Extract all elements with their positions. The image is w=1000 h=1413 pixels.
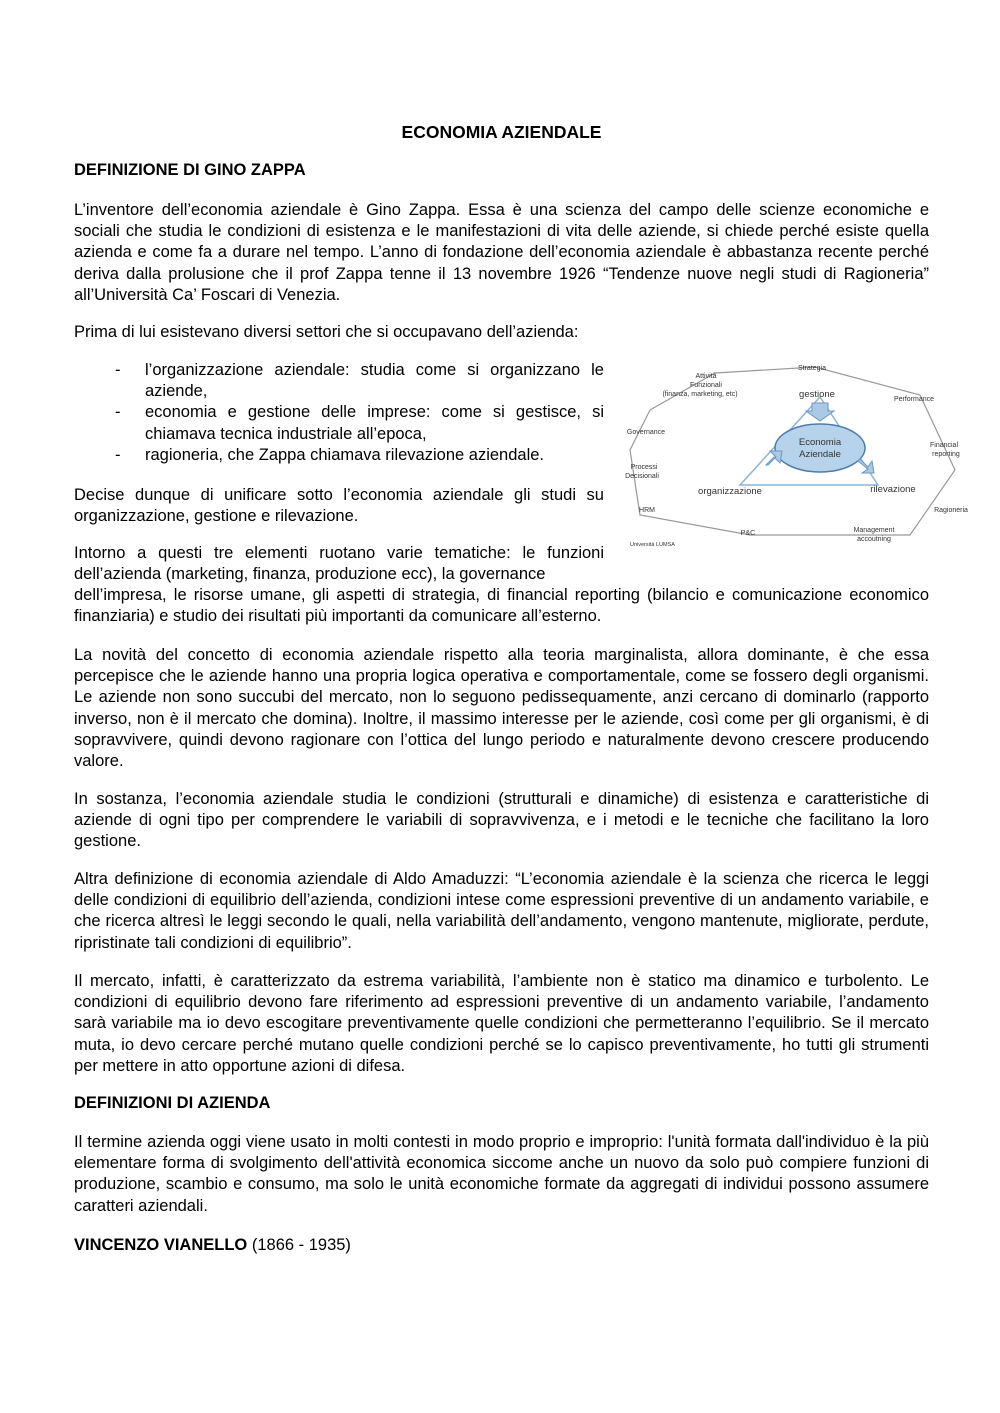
- list-item: - economia e gestione delle imprese: come si gestisce, si chiamava tecnica industriale all’epoca,: [115, 403, 604, 443]
- list-item: - l’organizzazione aziendale: studia come si organizzano le aziende,: [115, 361, 604, 401]
- paragraph-decise: Decise dunque di unificare sotto l’economia aziendale gli studi su organizzazione, gestione e rilevazione.: [74, 486, 604, 526]
- arrow-rilevazione: [858, 459, 874, 473]
- diagram-label-hrm: HRM: [639, 507, 655, 514]
- diagram-label-organizzazione: organizzazione: [698, 486, 762, 497]
- diagram-label-rilevazione: rilevazione: [870, 484, 916, 495]
- section-heading-vianello: VINCENZO VIANELLO (1866 - 1935): [74, 1236, 351, 1254]
- paragraph-zappa-intro: L’inventore dell’economia aziendale è Gino Zappa. Essa è una scienza del campo delle scienze economiche e sociali che studia le condizioni di esistenza e le manifestazioni di vita delle aziende, si chiede perché esiste quella azienda e come fa a durare nel tempo. L’anno di fondazione dell’economia aziendale è abbastanza recente perché deriva dalla prolusione che il prof Zappa tenne il 13 novembre 1926 “Tendenze nuove negli studi di Ragioneria” all’Università Ca’ Foscari di Venezia.: [74, 201, 929, 304]
- sectors-list: [74, 360, 604, 466]
- paragraph-intorno-part2: dell’impresa, le risorse umane, gli aspetti di strategia, di financial reporting (bilancio e comunicazione economico finanziaria) e studio dei risultati più importanti da comunicare all’esterno.: [74, 586, 929, 626]
- diagram-svg: [620, 355, 975, 550]
- paragraph-termine-azienda: Il termine azienda oggi viene usato in molti contesti in modo proprio e improprio: l'unità formata dall'individuo è la più elementare forma di svolgimento dell'attività economica siccome anche un nuovo da solo può compiere funzioni di produzione, scambio e consumo, ma solo le unità economiche formate da aggregati di individui possono assumere caratteri aziendali.: [74, 1133, 929, 1215]
- diagram-label-financial-2: reporting: [932, 451, 960, 458]
- arrow-gestione: [806, 403, 834, 421]
- diagram-label-financial-1: Financial: [929, 442, 959, 449]
- center-ellipse: [775, 424, 865, 472]
- diagram-center-line1: Economia: [798, 437, 842, 448]
- paragraph-amaduzzi: Altra definizione di economia aziendale di Aldo Amaduzzi: “L’economia aziendale è la scienza che ricerca le leggi delle condizioni di equilibrio dell’azienda, condizioni intese come espressioni preventive di un andamento variabile, e che ricerca altresì le leggi secondo le quali, nella variabilità dell’andamento, vengono mantenute, migliorate, perdute, ripristinate tali condizioni di equilibrio”.: [74, 870, 929, 952]
- diagram-label-gestione: gestione: [799, 389, 835, 400]
- page-title: ECONOMIA AZIENDALE: [401, 122, 602, 142]
- diagram-label-ragioneria: Ragioneria: [934, 507, 968, 514]
- diagram-label-attivita-3: (finanza, marketing, etc): [662, 391, 738, 398]
- diagram-label-governance: Governance: [626, 429, 666, 436]
- diagram-label-management-1: Management: [853, 527, 895, 534]
- diagram-center-line2: Aziendale: [799, 449, 841, 460]
- diagram-label-processi-2: Decisionali: [625, 473, 659, 480]
- paragraph-in-sostanza: In sostanza, l’economia aziendale studia le condizioni (strutturali e dinamiche) di esistenza e caratteristiche di aziende di ogni tipo per comprendere le variabili di sopravvivenza, e i metodi e le tecniche che facilitano la loro gestione.: [74, 790, 929, 851]
- diagram-label-processi-1: Processi: [630, 464, 658, 471]
- diagram-label-pc: P&C: [740, 530, 756, 537]
- paragraph-intorno-part1: Intorno a questi tre elementi ruotano varie tematiche: le funzioni dell’azienda (marketing, finanza, produzione ecc), la governance: [74, 544, 604, 584]
- diagram-watermark: Università LUMSA: [630, 542, 675, 548]
- economia-aziendale-diagram: [620, 355, 975, 550]
- paragraph-mercato: Il mercato, infatti, è caratterizzato da estrema variabilità, l’ambiente non è statico ma dinamico e turbolento. Le condizioni di equilibrio devono fare riferimento ad espressioni preventive di un andamento variabile, l’andamento sarà variabile ma io devo escogitare preventivamente quelle condizioni che permetteranno l’equilibrio. Se il mercato muta, io devo cercare perché mutano quelle condizioni perché se lo capisco preventivamente, ho tutti gli strumenti per mettere in atto opportune azioni di difesa.: [74, 972, 929, 1075]
- diagram-label-strategia: Strategia: [797, 365, 827, 372]
- paragraph-novita: La novità del concetto di economia aziendale rispetto alla teoria marginalista, allora dominante, è che essa percepisce che le aziende hanno una propria logica operativa e comportamentale, come se fossero degli organismi. Le aziende non sono succubi del mercato, non lo seguono pedissequamente, anzi cercano di dominarlo (rapporto inverso, non è il mercato che domina). Inoltre, il massimo interesse per le aziende, così come per gli organismi, è di sopravvivere, quindi devono ragionare con l’ottica del lungo periodo e naturalmente devono crescere producendo valore.: [74, 646, 929, 771]
- diagram-label-management-2: accoutning: [857, 536, 891, 543]
- paragraph-prima-di-lui: Prima di lui esistevano diversi settori che si occupavano dell’azienda:: [74, 323, 579, 341]
- diagram-label-attivita-2: Funzionali: [690, 382, 722, 389]
- diagram-label-attivita-1: Attività: [695, 373, 717, 380]
- section-heading-gino-zappa: DEFINIZIONE DI GINO ZAPPA: [74, 161, 306, 179]
- list-item: - ragioneria, che Zappa chiamava rilevazione aziendale.: [115, 445, 544, 464]
- diagram-label-performance: Performance: [893, 396, 935, 403]
- section-heading-definizioni-azienda: DEFINIZIONI DI AZIENDA: [74, 1094, 271, 1112]
